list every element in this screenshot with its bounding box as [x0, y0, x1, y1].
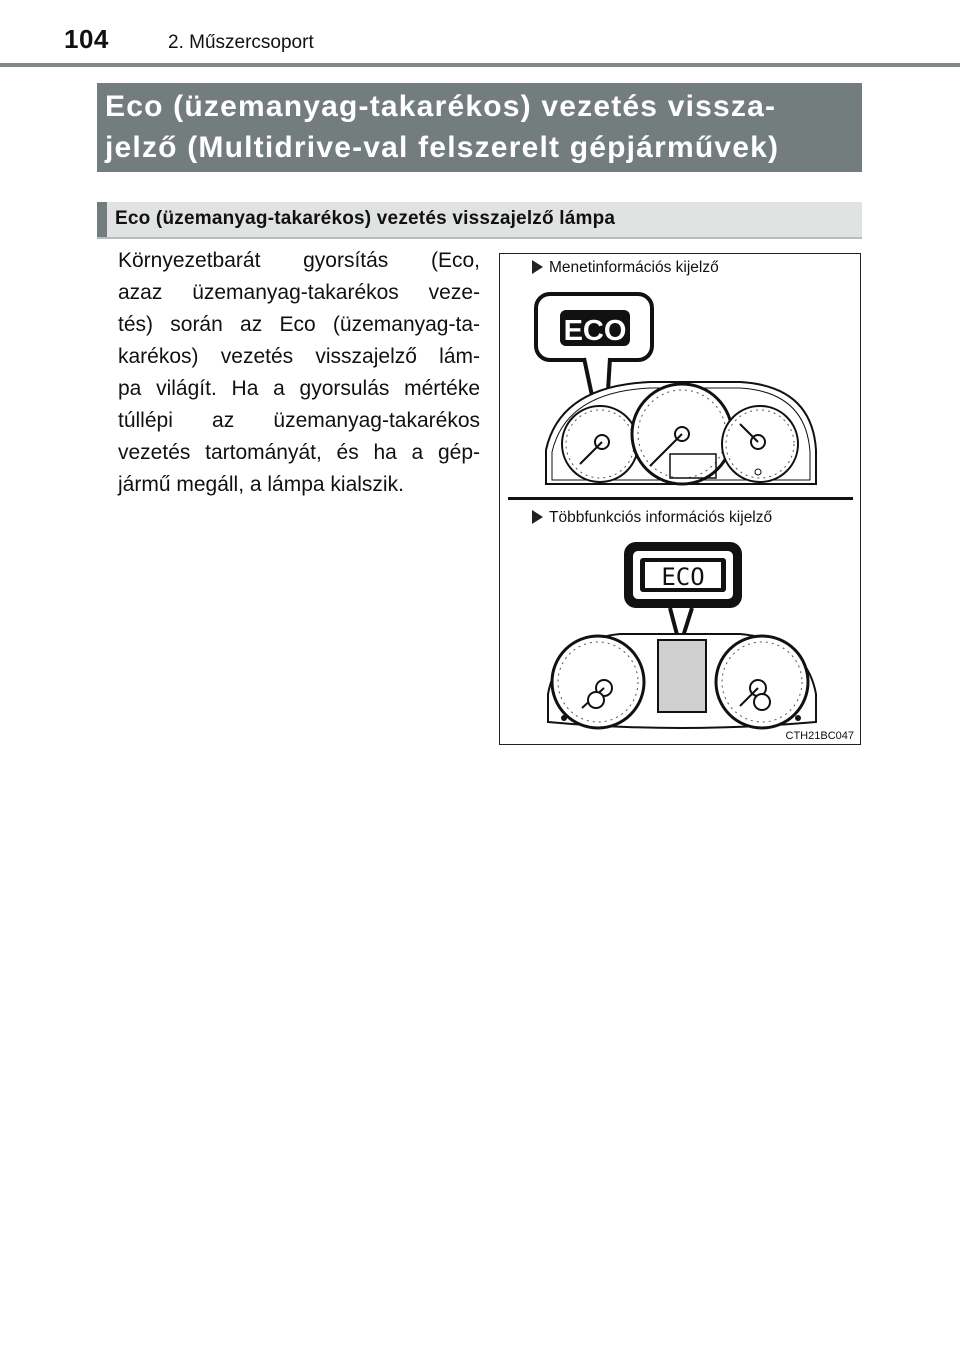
subheading-text: Eco (üzemanyag-takarékos) vezetés visszajelző lámpa	[115, 208, 616, 229]
body-paragraph	[118, 245, 480, 501]
running-head: 2. Műszercsoport	[168, 32, 314, 53]
body-line: túllépi az üzemanyag-takarékos	[118, 409, 480, 432]
body-line: karékos) vezetés visszajelző lám-	[118, 345, 480, 368]
body-line: tés) során az Eco (üzemanyag-ta-	[118, 313, 480, 336]
header-rule	[0, 63, 960, 67]
instrument-cluster-illustration	[500, 254, 860, 494]
figure-divider	[508, 497, 853, 500]
body-line: azaz üzemanyag-takarékos veze-	[118, 281, 480, 304]
caption-text-top: Menetinformációs kijelző	[549, 259, 719, 276]
body-line: vezetés tartományát, és ha a gép-	[118, 441, 480, 464]
instrument-figure	[499, 253, 861, 745]
section-title	[97, 83, 862, 172]
multi-information-display-illustration	[500, 504, 860, 744]
subheading	[97, 202, 862, 239]
section-title-line-2: jelző (Multidrive-val felszerelt gépjárművek)	[105, 131, 780, 164]
page-number: 104	[64, 24, 109, 54]
caption-text-bottom: Többfunkciós információs kijelző	[549, 509, 773, 526]
section-title-line-1: Eco (üzemanyag-takarékos) vezetés vissza-	[105, 90, 777, 123]
body-line: Környezetbarát gyorsítás (Eco,	[118, 249, 480, 272]
figure-code: CTH21BC047	[785, 730, 854, 742]
subheading-accent-bar	[97, 202, 107, 237]
body-line: jármű megáll, a lámpa kialszik.	[118, 473, 404, 496]
eco-indicator-icon: ECO	[563, 315, 627, 347]
eco-indicator-icon: ECO	[661, 563, 705, 591]
body-line: pa világít. Ha a gyorsulás mértéke	[118, 377, 480, 400]
